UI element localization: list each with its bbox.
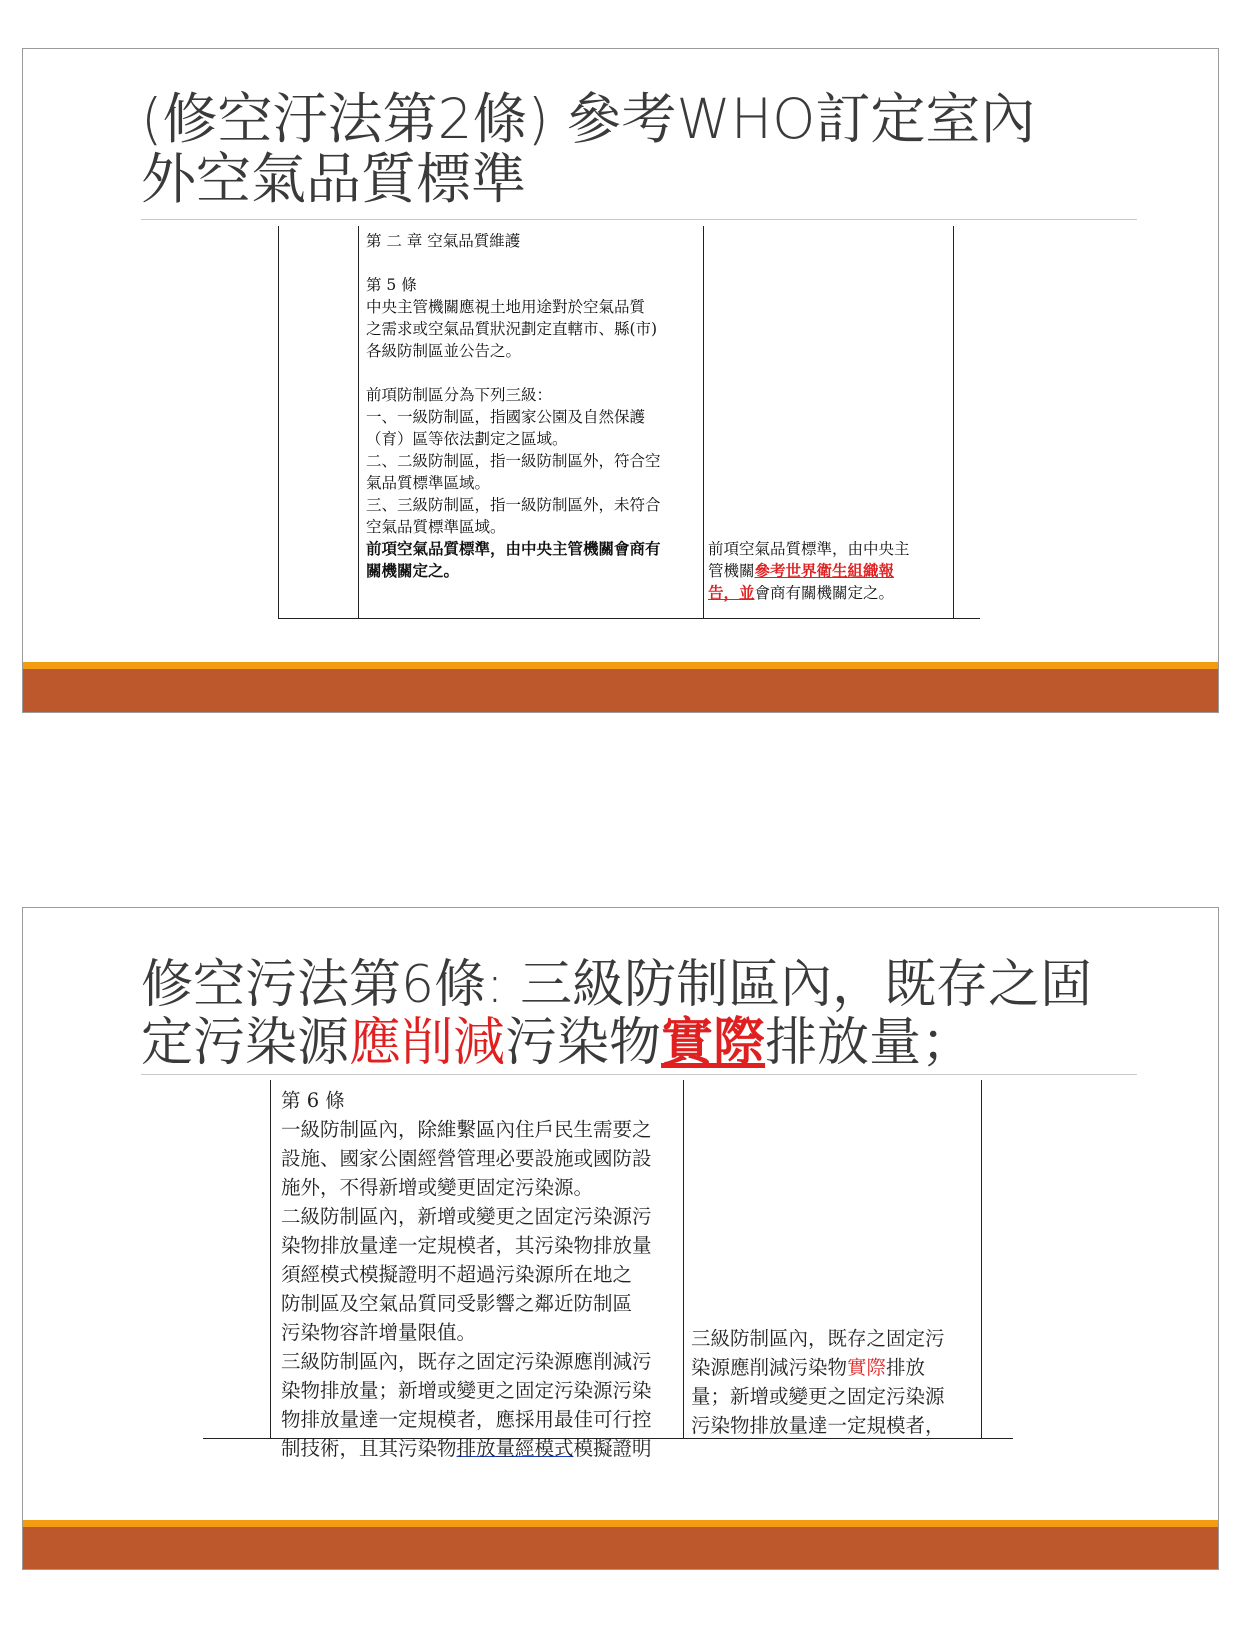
title-text: 排放量； <box>765 1013 974 1073</box>
amended-law-text <box>691 1324 981 1440</box>
law-text: 模擬證明 <box>573 1437 652 1460</box>
law-line: 第 6 條 <box>281 1089 345 1112</box>
amended-line <box>708 582 948 604</box>
slide-1-footer-bar <box>23 669 1218 713</box>
amended-law-text <box>708 538 948 604</box>
law-line: 氣品質標準區域。 <box>366 474 491 492</box>
slide-1-title <box>141 89 1141 209</box>
title-text: 定污染源 <box>141 1013 350 1073</box>
slide-2-footer-bar <box>23 1527 1218 1570</box>
slide-2-title <box>141 956 1141 1072</box>
slide-2-title-line-2 <box>141 1014 1141 1072</box>
law-line: （育）區等依法劃定之區域。 <box>366 430 568 448</box>
law-line: 染物排放量達一定規模者，其污染物排放量 <box>281 1234 652 1257</box>
table-border <box>278 226 279 619</box>
current-law-text <box>366 230 701 582</box>
amended-highlight: 參考世界衛生組織報 <box>754 561 895 580</box>
slide-2-title-line-1: 修空污法第6條: 三級防制區內，既存之固 <box>141 955 1093 1015</box>
law-line: 須經模式模擬證明不超過污染源所在地之 <box>281 1263 633 1286</box>
amended-highlight: 實際 <box>847 1356 887 1379</box>
amended-text: 會商有關機關定之。 <box>754 584 895 602</box>
table-border <box>278 618 980 619</box>
amended-line: 污染物排放量達一定規模者， <box>691 1414 945 1437</box>
table-border <box>953 226 954 619</box>
slide-1-title-line-1: (修空汙法第2條) 參考WHO訂定室內 <box>141 87 1036 151</box>
law-line: 設施、國家公園經營管理必要設施或國防設 <box>281 1147 652 1170</box>
law-text-underlined: 排放量經模式 <box>456 1437 574 1460</box>
title-highlight: 應削減 <box>349 1013 506 1073</box>
law-line: 之需求或空氣品質狀況劃定直轄市、縣(市) <box>366 320 658 338</box>
amended-line: 量；新增或變更之固定污染源 <box>691 1385 945 1408</box>
slide-1 <box>22 48 1219 713</box>
law-line: 中央主管機關應視土地用途對於空氣品質 <box>366 298 646 316</box>
law-line: 三級防制區內，既存之固定污染源應削減污 <box>281 1350 652 1373</box>
law-line: 一級防制區內，除維繫區內住戶民生需要之 <box>281 1118 652 1141</box>
law-line-bold: 前項空氣品質標準，由中央主管機關會商有 <box>366 539 661 558</box>
table-border <box>683 1080 684 1438</box>
amended-line <box>708 560 948 582</box>
table-border <box>358 226 359 619</box>
law-line: 染物排放量；新增或變更之固定污染源污染 <box>281 1379 652 1402</box>
slide-2-law-table <box>203 1080 1058 1460</box>
current-law-text <box>281 1086 681 1463</box>
slide-1-title-line-2: 外空氣品質標準 <box>141 147 527 211</box>
title-text: 污染物 <box>505 1013 662 1073</box>
law-line: 一、一級防制區，指國家公園及自然保護 <box>366 408 646 426</box>
slide-2-footer-accent <box>23 1520 1218 1527</box>
law-line: 第 5 條 <box>366 276 417 294</box>
law-line: 二級防制區內，新增或變更之固定污染源污 <box>281 1205 652 1228</box>
law-line: 空氣品質標準區域。 <box>366 518 506 536</box>
law-text: 制技術，且其污染物 <box>281 1437 457 1460</box>
law-line: 前項防制區分為下列三級： <box>366 386 553 404</box>
law-line: 二、二級防制區，指一級防制區外，符合空 <box>366 452 661 470</box>
amended-line: 前項空氣品質標準，由中央主 <box>708 540 910 558</box>
amended-highlight: 告，並 <box>708 583 755 602</box>
slide-2-title-divider <box>141 1074 1137 1075</box>
law-line: 第 二 章 空氣品質維護 <box>366 232 521 250</box>
law-line <box>366 252 701 274</box>
table-border <box>270 1080 271 1438</box>
slide-2 <box>22 907 1219 1570</box>
law-line: 防制區及空氣品質同受影響之鄰近防制區 <box>281 1292 633 1315</box>
law-line: 污染物容許增量限值。 <box>281 1321 477 1344</box>
slide-1-title-divider <box>141 219 1137 220</box>
law-line-bold: 關機關定之。 <box>366 561 460 580</box>
amended-line <box>691 1353 981 1382</box>
slide-1-footer-accent <box>23 662 1218 669</box>
amended-line: 三級防制區內，既存之固定污 <box>691 1327 945 1350</box>
law-line: 施外，不得新增或變更固定污染源。 <box>281 1176 594 1199</box>
amended-text: 排放 <box>886 1356 926 1379</box>
table-border <box>981 1080 982 1438</box>
slide-1-law-table <box>278 226 980 619</box>
amended-text: 管機關 <box>708 562 755 580</box>
law-line: 物排放量達一定規模者，應採用最佳可行控 <box>281 1408 652 1431</box>
law-line: 各級防制區並公告之。 <box>366 342 522 360</box>
law-line <box>281 1434 681 1463</box>
law-line: 三、三級防制區，指一級防制區外，未符合 <box>366 496 661 514</box>
table-border <box>703 226 704 619</box>
title-highlight-underlined: 實際 <box>661 1013 766 1073</box>
amended-text: 染源應削減污染物 <box>691 1356 848 1379</box>
law-line <box>366 362 701 384</box>
